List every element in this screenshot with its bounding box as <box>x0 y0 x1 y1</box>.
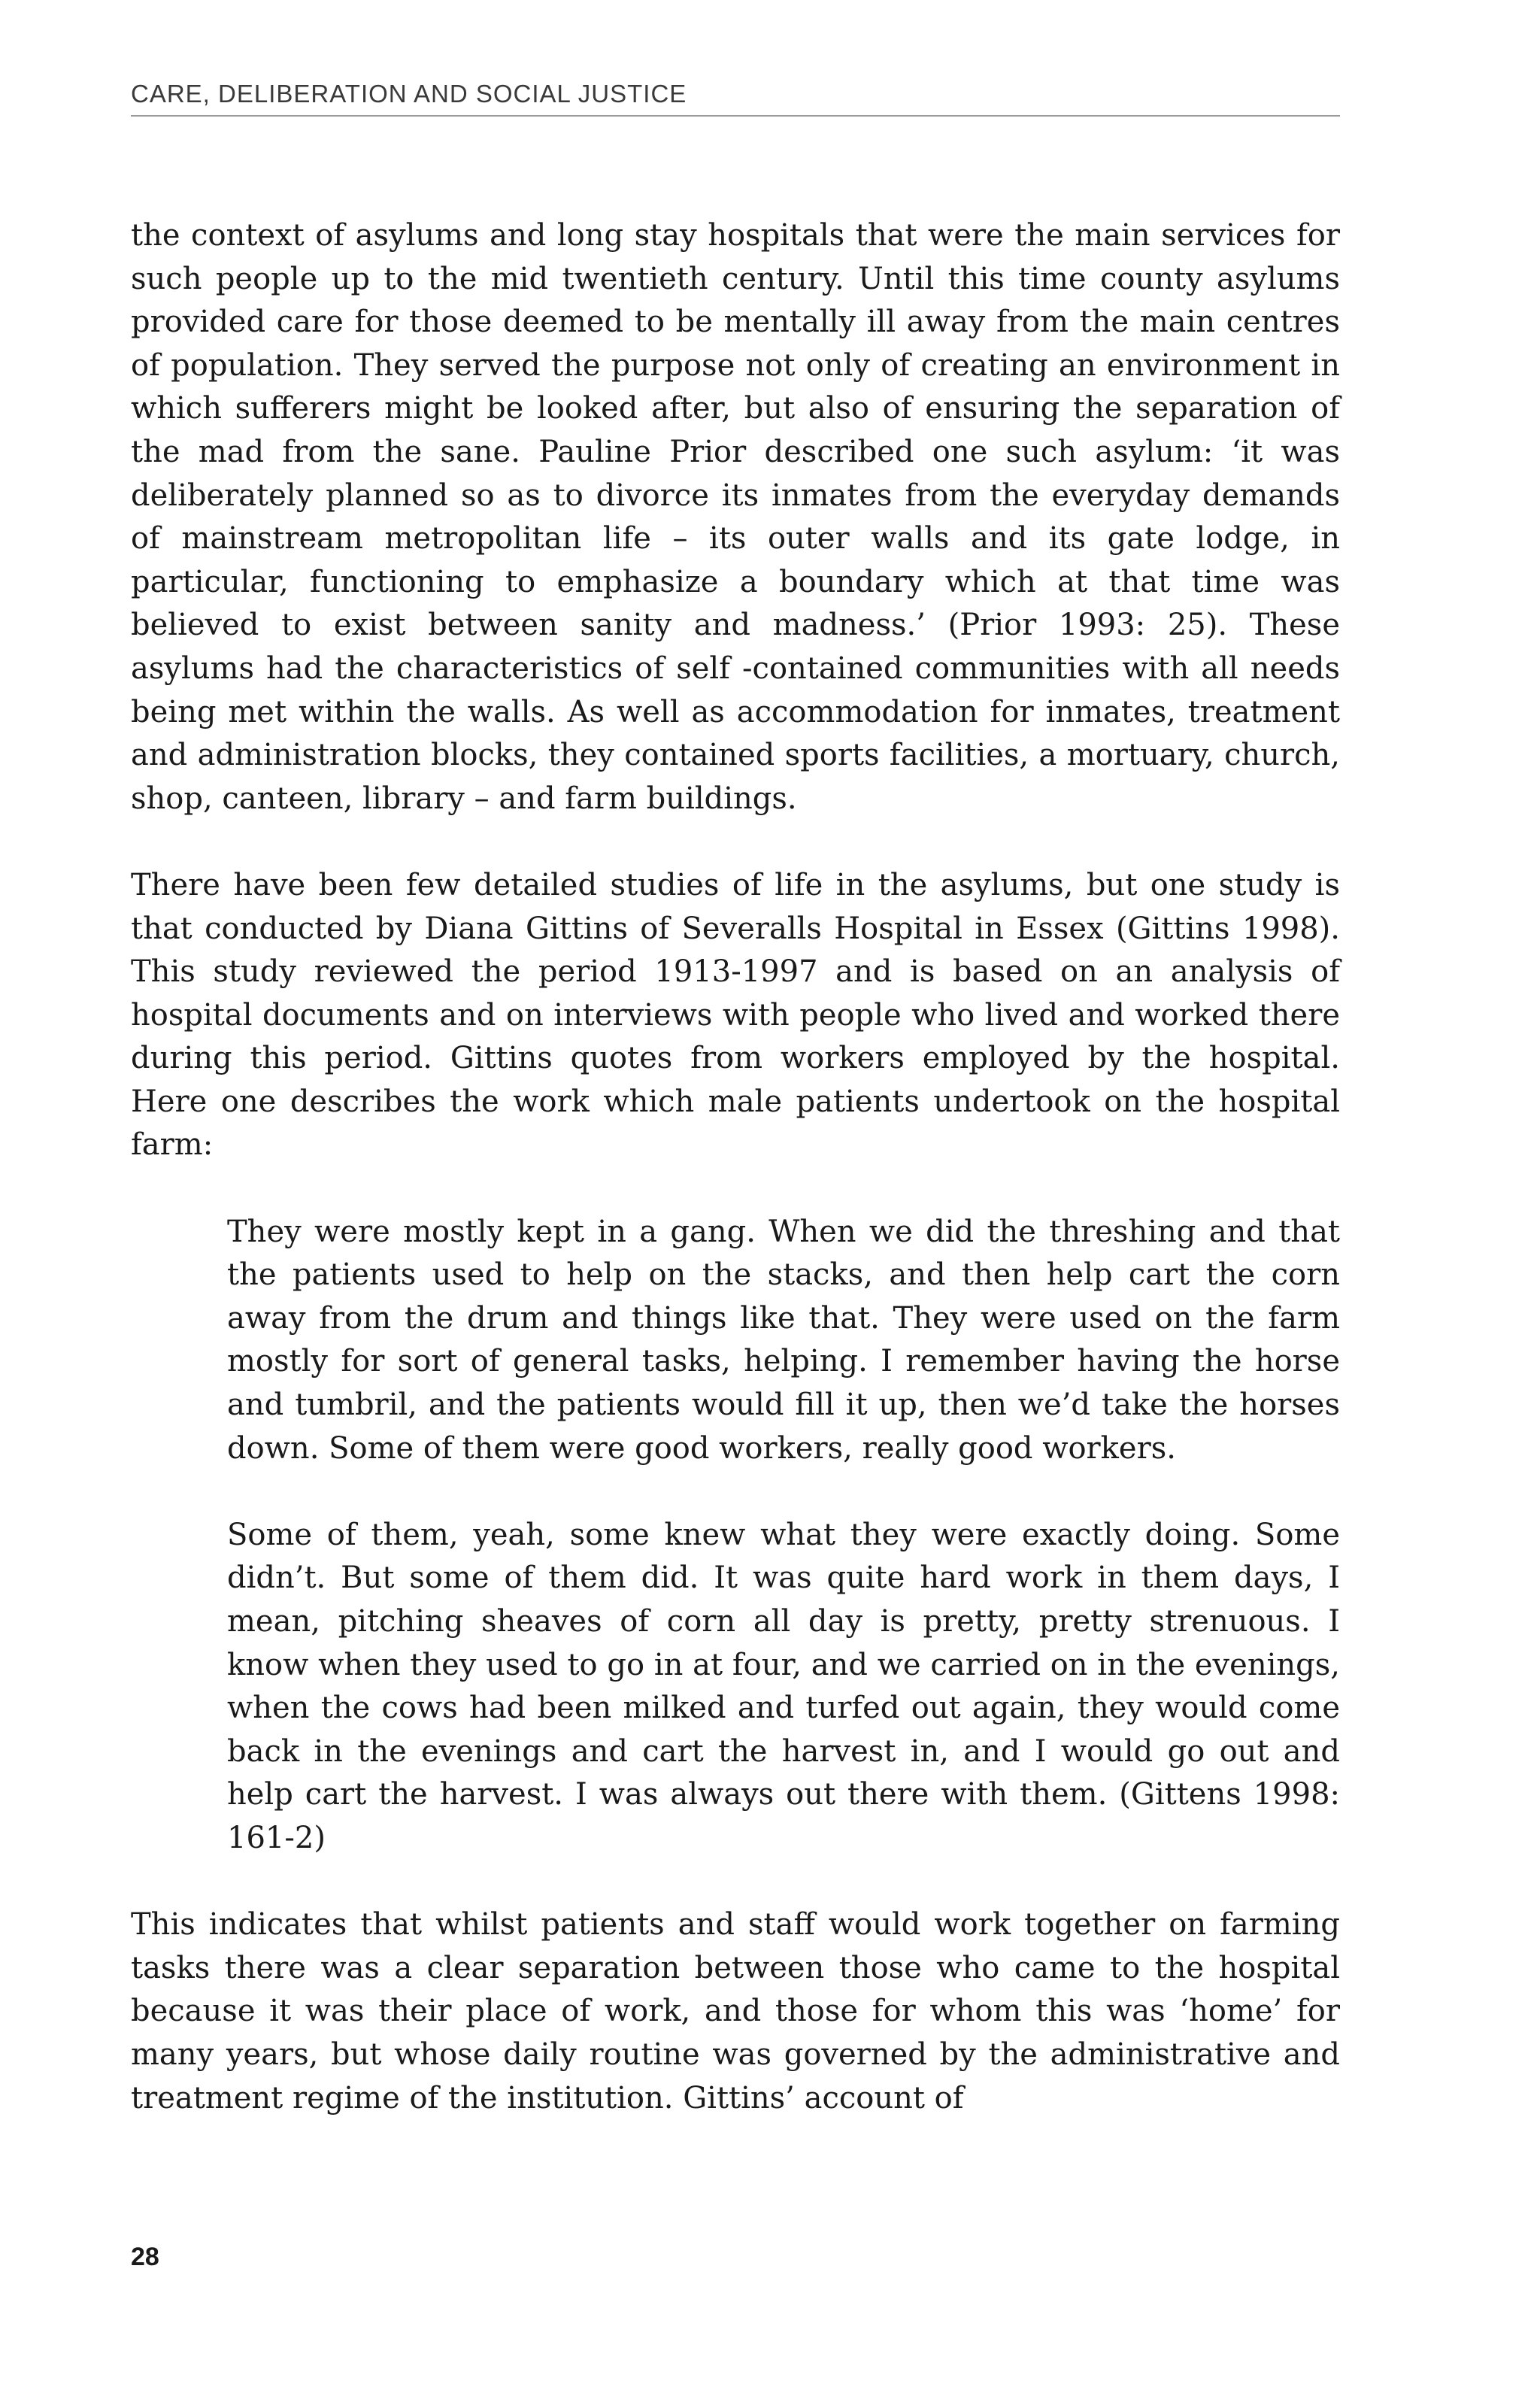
body-paragraph: There have been few detailed studies of life in the asylums, but one study is that conducted by Diana Gittins of Severalls Hospital in Essex (Gittins 1998). This study reviewed the period 1913-1997 and is based on an analysis of hospital documents and on interviews with people who lived and worked there during this period. Gittins quotes from workers employed by the hospital. Here one describes the work which male patients undertook on the hospital farm: <box>131 867 1340 1163</box>
block-quote <box>227 1211 1340 1861</box>
page-number: 28 <box>131 2243 159 2271</box>
body-paragraph: the context of asylums and long stay hospitals that were the main services for such people up to the mid twentieth century. Until this time county asylums provided care for those deemed to be mentally ill away from the main centres of population. They served the purpose not only of creating an environment in which sufferers might be looked after, but also of ensuring the separation of the mad from the sane. Pauline Prior described one such asylum: ‘it was deliberately planned so as to divorce its inmates from the everyday demands of mainstream metropolitan life – its outer walls and its gate lodge, in particular, functioning to emphasize a boundary which at that time was believed to exist between sanity and madness.’ (Prior 1993: 25). These asylums had the characteristics of self -contained communities with all needs being met within the walls. As well as accommodation for inmates, treatment and administration blocks, they contained sports facilities, a mortuary, church, shop, canteen, library – and farm buildings. <box>131 218 1340 816</box>
page-body <box>131 214 1340 2120</box>
body-paragraph: This indicates that whilst patients and staff would work together on farming tasks there was a clear separation between those who came to the hospital because it was their place of work, and those for whom this was ‘home’ for many years, but whose daily routine was governed by the administrative and treatment regime of the institution. Gittins’ account of <box>131 1907 1340 2116</box>
running-header: CARE, DELIBERATION AND SOCIAL JUSTICE <box>131 81 1340 117</box>
quote-paragraph: Some of them, yeah, some knew what they were exactly doing. Some didn’t. But some of them did. It was quite hard work in them days, I mean, pitching sheaves of corn all day is pretty, pretty strenuous. I know when they used to go in at four, and we carried on in the evenings, when the cows had been milked and turfed out again, they would come back in the evenings and cart the harvest in, and I would go out and help cart the harvest. I was always out there with them. (Gittens 1998: 161-2) <box>227 1517 1340 1855</box>
quote-paragraph: They were mostly kept in a gang. When we did the threshing and that the patients used to help on the stacks, and then help cart the corn away from the drum and things like that. They were used on the farm mostly for sort of general tasks, helping. I remember having the horse and tumbril, and the patients would fill it up, then we’d take the horses down. Some of them were good workers, really good workers. <box>227 1214 1340 1466</box>
